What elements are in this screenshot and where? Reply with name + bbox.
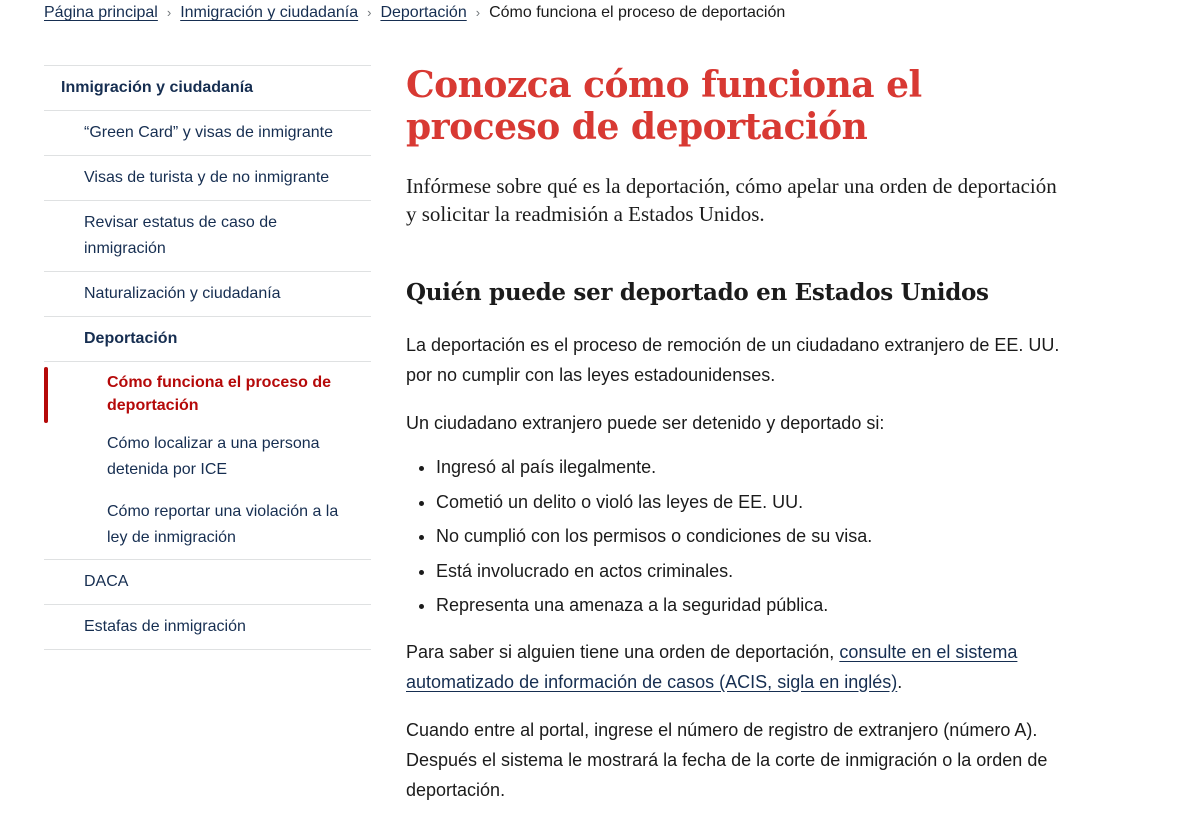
- list-item: • Ingresó al país ilegalmente.: [436, 450, 1066, 485]
- sidebar-item-immigration[interactable]: Inmigración y ciudadanía: [44, 65, 371, 110]
- paragraph-acis: [406, 637, 1066, 697]
- breadcrumb-current: Cómo funciona el proceso de deportación: [489, 4, 786, 21]
- sidebar-item-naturalization[interactable]: Naturalización y ciudadanía: [44, 271, 371, 316]
- sidebar-subnav-deportation: [44, 361, 371, 559]
- sidebar-item-deportation[interactable]: Deportación: [44, 316, 371, 361]
- breadcrumb-link-home[interactable]: Página principal: [44, 4, 158, 21]
- page-title: Conozca cómo funciona el proceso de deportación: [406, 64, 922, 148]
- page-lede: Infórmese sobre qué es la deportación, cómo apelar una orden de deportación y solicitar la readmisión a Estados Unidos.: [406, 174, 1057, 226]
- sidebar-item-daca[interactable]: DACA: [44, 559, 371, 604]
- sidebar-item-tourist-visas[interactable]: Visas de turista y de no inmigrante: [44, 155, 371, 200]
- acis-text-suffix: .: [897, 671, 903, 692]
- chevron-right-icon: ›: [367, 5, 372, 20]
- sidebar-item-scams[interactable]: Estafas de inmigración: [44, 604, 371, 650]
- section-heading: Quién puede ser deportado en Estados Unidos: [406, 279, 989, 306]
- paragraph-portal-instructions: Cuando entre al portal, ingrese el número de registro de extranjero (número A). Después el sistema le mostrará la fecha de la corte de inmigración o la orden de deportación.: [406, 719, 1048, 800]
- breadcrumb-link-deportation[interactable]: Deportación: [380, 4, 467, 21]
- acis-link[interactable]: consulte en el sistema automatizado de información de casos (ACIS, sigla en inglés): [406, 641, 1018, 692]
- main-content: [406, 60, 1066, 823]
- sidebar-item-green-card[interactable]: “Green Card” y visas de inmigrante: [44, 110, 371, 155]
- list-item: • Representa una amenaza a la seguridad pública.: [436, 588, 1066, 623]
- list-item: • Cometió un delito o violó las leyes de EE. UU.: [436, 485, 1066, 520]
- breadcrumb: [44, 2, 785, 24]
- paragraph-definition: La deportación es el proceso de remoción de un ciudadano extranjero de EE. UU. por no cumplir con las leyes estadounidenses.: [406, 335, 1060, 385]
- conditions-list: [406, 450, 1066, 623]
- sidebar-item-case-status[interactable]: Revisar estatus de caso de inmigración: [44, 200, 371, 271]
- sidebar-subitem-how-deportation-works[interactable]: Cómo funciona el proceso de deportación: [44, 362, 371, 423]
- chevron-right-icon: ›: [166, 5, 172, 20]
- list-item: • Está involucrado en actos criminales.: [436, 554, 1066, 589]
- acis-text-prefix: Para saber si alguien tiene una orden de deportación,: [406, 641, 840, 662]
- sidebar-nav: [44, 65, 371, 650]
- chevron-right-icon: ›: [475, 5, 481, 20]
- breadcrumb-link-immigration[interactable]: Inmigración y ciudadanía: [180, 4, 359, 21]
- paragraph-conditions-intro: Un ciudadano extranjero puede ser detenido y deportado si:: [406, 413, 885, 433]
- sidebar-subitem-report-violation[interactable]: Cómo reportar una violación a la ley de inmigración: [107, 503, 339, 546]
- sidebar-subitem-locate-detainee[interactable]: Cómo localizar a una persona detenida por ICE: [107, 435, 320, 478]
- list-item: • No cumplió con los permisos o condiciones de su visa.: [436, 519, 1066, 554]
